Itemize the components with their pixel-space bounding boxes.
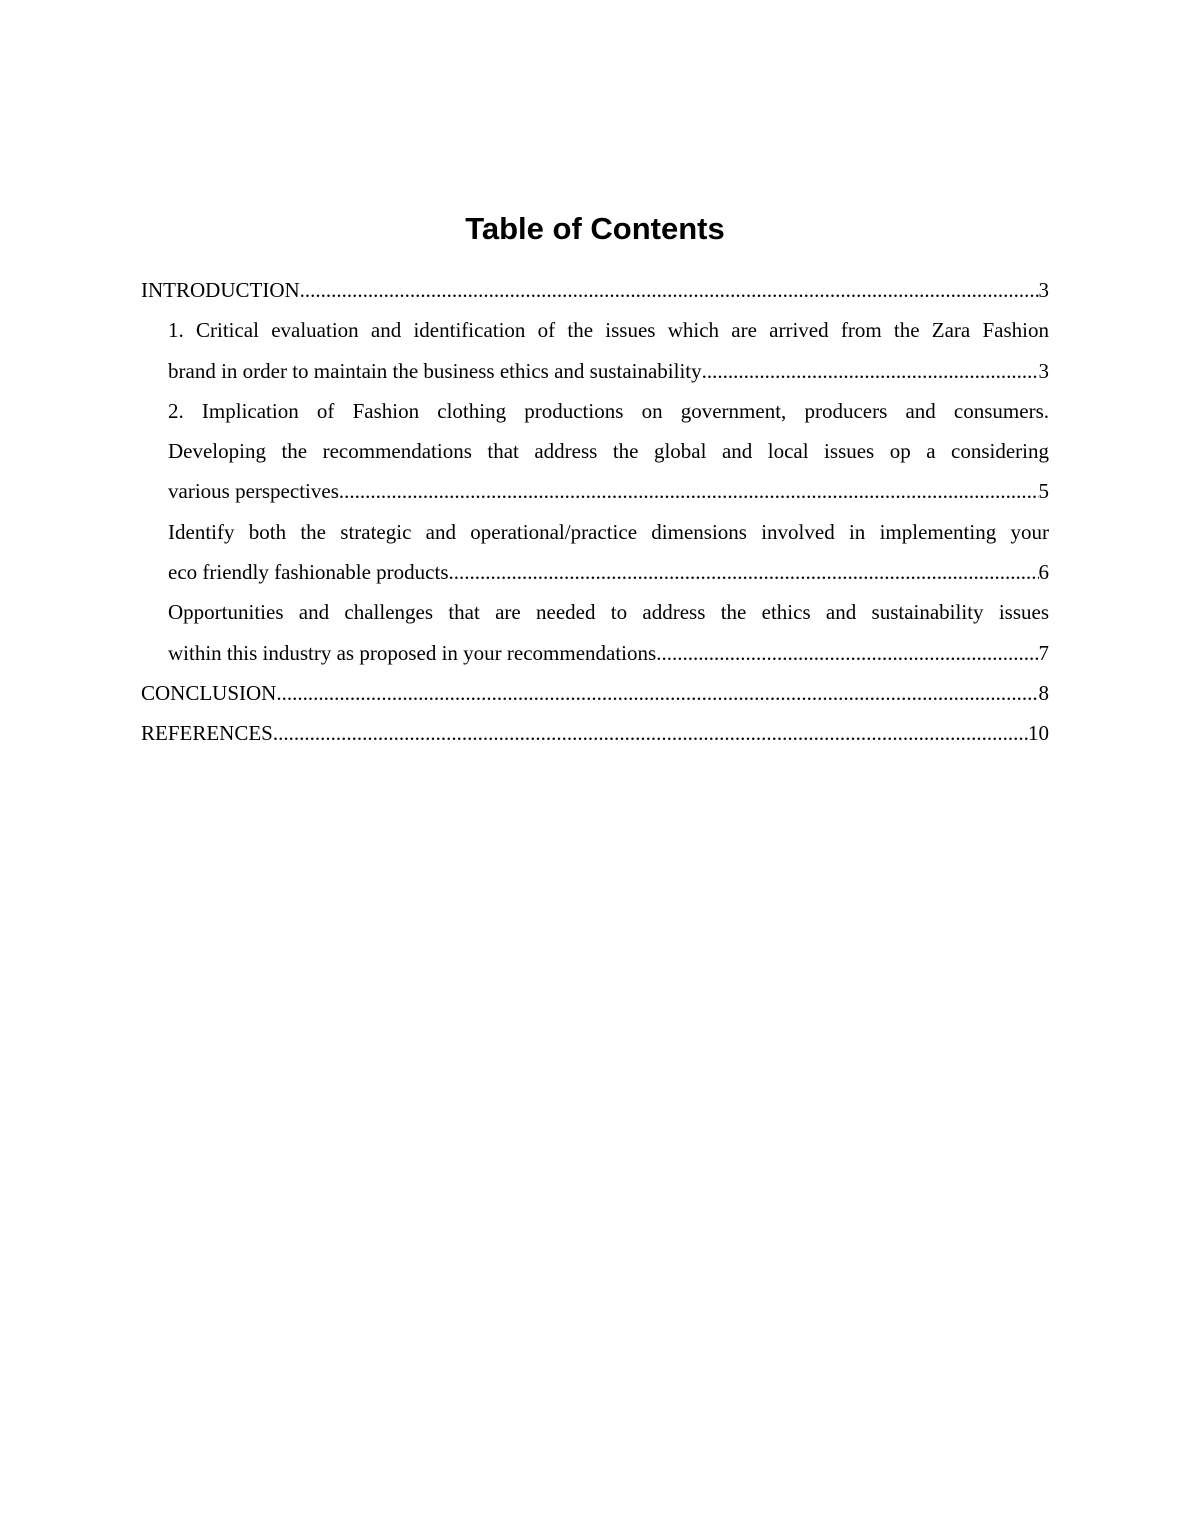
toc-entry-title: eco friendly fashionable products bbox=[168, 560, 449, 585]
toc-entry-references[interactable] bbox=[141, 713, 1049, 753]
toc-page-number: 10 bbox=[1028, 721, 1049, 746]
toc-leader-dots bbox=[276, 673, 1038, 713]
toc-leader-dots bbox=[300, 270, 1039, 310]
toc-entry-last-line bbox=[168, 633, 1049, 673]
toc-entry-last-line bbox=[168, 351, 1049, 391]
toc-entry-title: within this industry as proposed in your recommendations bbox=[168, 640, 657, 665]
toc-entry-text-line: 1. Critical evaluation and identification of the issues which are arrived from the Zara Fashion bbox=[168, 318, 1049, 343]
toc-page-number: 6 bbox=[1038, 560, 1049, 585]
toc-leader-dots bbox=[339, 471, 1039, 511]
toc-entry-last-line bbox=[141, 673, 1049, 713]
toc-entry-last-line bbox=[141, 270, 1049, 310]
toc-entry-last-line bbox=[168, 471, 1049, 511]
toc-entry-strategic-dimensions[interactable] bbox=[168, 512, 1049, 593]
toc-entry-title: REFERENCES bbox=[141, 721, 273, 746]
toc-leader-dots bbox=[702, 351, 1039, 391]
table-of-contents bbox=[141, 270, 1049, 754]
toc-entry-title: brand in order to maintain the business ethics and sustainability bbox=[168, 358, 702, 383]
toc-entry-text-line: Opportunities and challenges that are needed to address the ethics and sustainability issues bbox=[168, 600, 1049, 625]
toc-leader-dots bbox=[273, 713, 1028, 753]
toc-entry-implication[interactable] bbox=[168, 391, 1049, 512]
toc-entry-last-line bbox=[168, 552, 1049, 592]
toc-entry-text-line: Developing the recommendations that address the global and local issues op a considering bbox=[168, 439, 1049, 464]
toc-entry-title: various perspectives bbox=[168, 479, 339, 504]
page-title: Table of Contents bbox=[465, 211, 725, 246]
toc-entry-last-line bbox=[141, 713, 1049, 753]
toc-page-number: 3 bbox=[1038, 358, 1049, 383]
toc-page-number: 8 bbox=[1038, 680, 1049, 705]
toc-entry-title: INTRODUCTION bbox=[141, 278, 300, 302]
toc-leader-dots bbox=[656, 633, 1038, 673]
toc-entry-title: CONCLUSION bbox=[141, 680, 277, 705]
toc-entry-introduction[interactable] bbox=[141, 270, 1049, 310]
toc-entry-critical-evaluation[interactable] bbox=[168, 310, 1049, 391]
toc-page-number: 7 bbox=[1038, 640, 1049, 665]
toc-page-number: 5 bbox=[1038, 479, 1049, 504]
toc-leader-dots bbox=[449, 552, 1039, 592]
toc-page-number: 3 bbox=[1038, 278, 1049, 302]
toc-entry-text-line: 2. Implication of Fashion clothing productions on government, producers and consumers. bbox=[168, 398, 1049, 423]
toc-entry-conclusion[interactable] bbox=[141, 673, 1049, 713]
toc-entry-text-line: Identify both the strategic and operational/practice dimensions involved in implementing your bbox=[168, 519, 1049, 544]
toc-entry-opportunities[interactable] bbox=[168, 592, 1049, 673]
